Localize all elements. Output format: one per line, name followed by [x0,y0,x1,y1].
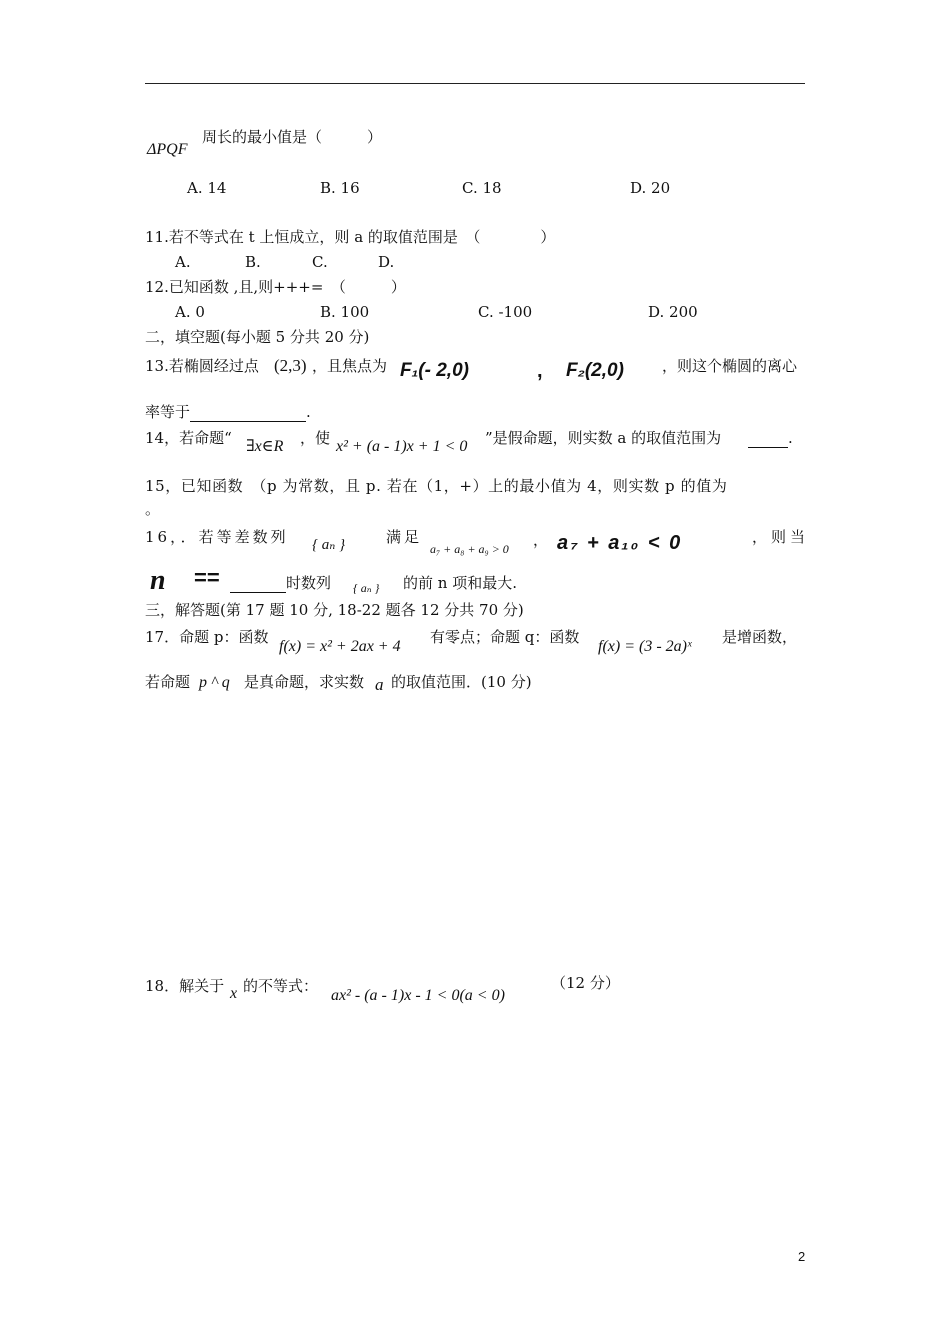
q16-comma: ， [533,531,549,549]
q10-text: 周长的最小值是（ ） [202,128,383,146]
q14-exists: ∃x∈R [246,438,284,455]
q16-variable-n: n [150,565,166,596]
q10-option-a: A. 14 [187,179,227,197]
q14-end: . [788,429,793,447]
q15-line2: 。 [145,500,161,518]
q17-p-and-q: p ^ q [199,674,230,691]
q16-mid: 满足 [386,528,423,546]
q13-answer-blank [190,405,306,422]
q12-option-a: A. 0 [175,303,205,321]
q12-option-c: C. -100 [478,303,533,321]
q11-option-a: A. [175,253,191,271]
q11-text: 11.若不等式在 t 上恒成立，则 a 的取值范围是 （ ） [145,228,556,246]
q17-line2b: 是真命题，求实数 [244,673,365,691]
q14-blank-group [748,428,793,448]
q13-end: . [306,403,311,421]
q17-line2a: 若命题 [145,673,191,691]
q17-prefix: 17．命题 p：函数 [145,628,269,646]
q16-equals: == [194,565,220,590]
q17-function-2: f(x) = (3 - 2a)ˣ [598,638,692,655]
q16-condition-2: a₇ + a₁₀ < 0 [557,532,683,554]
q17-function-1: f(x) = x² + 2ax + 4 [279,638,401,655]
q13-line2 [145,402,311,422]
q18-inequality: ax² - (a - 1)x - 1 < 0(a < 0) [331,987,505,1004]
q17-mid: 有零点；命题 q：函数 [430,628,580,646]
q10-math-label: ΔPQF [147,141,188,158]
q17-suffix: 是增函数， [722,628,798,646]
q17-variable-a: a [375,675,384,694]
q14-sep: ，使 [300,429,331,447]
q13-comma: , [537,360,543,382]
q12-text: 12.已知函数 ,且,则+++= （ ） [145,278,406,296]
q18-variable-x: x [230,985,238,1002]
q14-answer-blank [748,431,788,448]
q16-after-blank: 时数列 [286,574,332,592]
q18-score: （12 分） [551,974,620,992]
q16-end: 的前 n 项和最大. [403,574,517,592]
section-fill-in-heading: 二，填空题(每小题 5 分共 20 分) [145,328,370,346]
q17-line2c: 的取值范围．(10 分) [391,673,532,691]
q10-option-d: D. 20 [630,179,671,197]
q11-option-d: D. [378,253,395,271]
q12-option-d: D. 200 [648,303,698,321]
section-problems-heading: 三，解答题(第 17 题 10 分, 18-22 题各 12 分共 70 分) [145,601,524,619]
q13-line2-text: 率等于 [145,403,191,421]
q14-prefix: 14，若命题“ [145,429,232,447]
q10-option-c: C. 18 [462,179,502,197]
q13-point: (2,3) [274,356,307,375]
q16-condition-1: a₇ + a₈ + a₉ > 0 [430,542,509,556]
q13-mid: ，且焦点为 [312,357,388,375]
q11-option-b: B. [245,253,261,271]
q14-inequality: x² + (a - 1)x + 1 < 0 [336,438,468,455]
q12-option-b: B. 100 [320,303,370,321]
q18-mid: 的不等式： [243,977,319,995]
q13-prefix: 13.若椭圆经过点 [145,357,259,375]
q10-option-b: B. 16 [320,179,360,197]
q13-suffix: ，则这个椭圆的离心 [662,357,798,375]
q13-focus-1: F₁(- 2,0) [400,360,469,381]
q16-blank-group [230,573,331,593]
q16-answer-blank [230,576,286,593]
q18-prefix: 18．解关于 [145,977,225,995]
header-rule [145,83,805,84]
q16-sequence: { aₙ } [312,537,346,553]
q11-option-c: C. [312,253,328,271]
q14-suffix: ”是假命题，则实数 a 的取值范围为 [485,429,722,447]
q16-suffix: ，则当 [752,528,810,546]
q13-focus-2: F₂(2,0) [566,360,624,381]
q16-sequence-2: { aₙ } [353,581,380,595]
q15-text: 15，已知函数 （p 为常数，且 p. 若在（1，+）上的最小值为 4，则实数 p 的值为 [145,477,728,495]
page-number: 2 [798,1249,806,1264]
q16-prefix: 16，．若等差数列 [145,528,289,546]
